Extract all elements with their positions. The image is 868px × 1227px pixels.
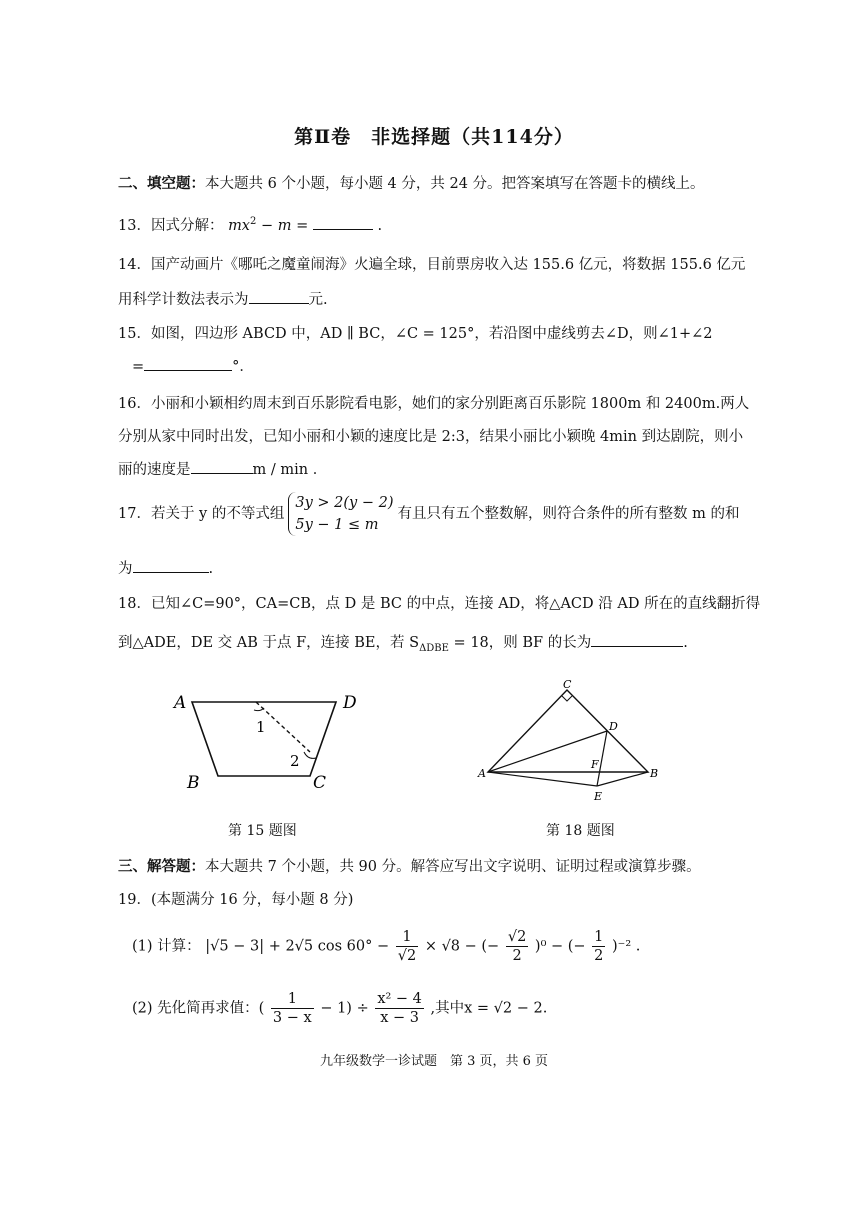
q17-post: 有且只有五个整数解，则符合条件的所有整数 m 的和 [397,506,740,522]
q15-answer-blank[interactable] [144,356,232,371]
q18-line2b: = 18，则 BF 的长为 [448,635,592,651]
q16-line2: 分别从家中同时出发，已知小丽和小颖的速度比是 2:3，结果小丽比小颖晚 4min 到达剧院，则小 [118,429,744,445]
fig18-right-angle-mark [562,696,572,701]
q19-p2-frac1-num: 1 [271,990,314,1009]
q14-line1: 国产动画片《哪吒之魔童闹海》火遍全球，目前票房收入达 155.6 亿元，将数据 155.6 亿元 [150,257,746,273]
question-18-line1 [118,592,760,613]
question-15-line1 [118,322,713,343]
q19-p2-b: ,其中x = √2 − 2. [430,1000,548,1017]
section3-line [118,855,701,876]
question-14-line1 [118,253,745,274]
q16-answer-blank[interactable] [191,459,253,474]
section2-desc: 本大题共 6 个小题，每小题 4 分，共 24 分。把答案填写在答题卡的横线上。 [205,176,705,192]
q17-number: 17． [118,506,151,522]
q19-p1-d: )⁻² . [612,938,641,955]
q15-line2b: °． [232,359,254,375]
q19-p1-frac3 [592,928,605,965]
q17-pre: 若关于 y 的不等式组 [150,506,285,522]
q16-line3b: m / min ． [252,462,328,478]
q18-answer-blank[interactable] [591,632,683,647]
fig18-segment-ad [488,731,607,772]
section3-heading: 三、解答题： [118,858,205,875]
figure-18 [470,676,680,806]
q19-p2-frac1-den: 3 − x [272,1010,312,1026]
section3-desc: 本大题共 7 个小题，共 90 分。解答应写出文字说明、证明过程或演算步骤。 [205,859,701,875]
q19-p1-frac1-num: 1 [396,928,418,947]
q18-line2a: 到△ADE，DE 交 AB 于点 F，连接 BE，若 S [118,635,420,651]
question-16-line3 [118,458,327,479]
q13-number: 13． [118,218,151,234]
q19-p1-c: )⁰ − (− [534,938,586,955]
fig18-label-c: C [563,678,572,691]
question-13 [118,214,382,235]
q14-line2a: 用科学计数法表示为 [118,292,249,308]
fig15-label-a: A [174,693,187,713]
q19-p2-frac2 [375,990,424,1027]
q13-expr-sup: 2 [250,216,257,228]
question-17-line1 [118,492,739,536]
fig15-trapezoid [192,702,336,776]
q19-p2-a: − 1) ÷ [320,1000,369,1017]
fig15-label-2: 2 [290,752,300,770]
q19-p1-frac1-den: √2 [397,948,417,964]
q15-line1: 如图，四边形 ABCD 中，AD ∥ BC，∠C = 125°，若沿图中虚线剪去∠D，则∠1+∠2 [150,326,713,342]
q16-number: 16． [118,396,151,412]
q18-line1: 已知∠C=90°，CA=CB，点 D 是 BC 的中点，连接 AD，将△ACD 沿 AD 所在的直线翻折得 [150,596,761,612]
fig15-label-d: D [343,693,357,713]
q19-p1-frac2 [506,928,528,965]
question-16-line2 [118,425,743,446]
q13-answer-blank[interactable] [313,215,373,230]
fig18-caption: 第 18 题图 [546,823,615,839]
q14-answer-blank[interactable] [249,289,309,304]
q19-p2-label: (2) 先化简再求值：( [132,1000,265,1017]
q17-ineq2: 5y − 1 ≤ m [295,517,379,533]
q19-p1-b: × √8 − (− [424,938,500,955]
fig15-label-c: C [313,773,327,793]
q13-expr-b: − m = [256,218,313,234]
fig18-label-b: B [650,767,659,780]
q19-p1-frac1 [396,928,418,965]
section2-heading: 二、填空题： [118,175,205,192]
question-15-line2 [132,355,254,376]
figure-15 [160,680,380,800]
q18-line2c: . [683,635,688,651]
q19-p1-frac3-num: 1 [594,929,604,945]
fig18-label-e: E [594,790,603,803]
fig15-angle2-arc [304,752,316,758]
q18-line2-sub: ΔDBE [419,642,449,654]
q13-end: . [377,218,383,234]
fig18-triangle-acb [488,690,648,772]
section-title: 第Ⅱ卷 非选择题（共114分） [294,126,574,148]
q19-p1-frac2-num: √2 [507,929,527,945]
q18-number: 18． [118,596,151,612]
q19-p2-frac2-den: x − 3 [380,1010,420,1026]
q17-answer-blank[interactable] [133,558,209,573]
q15-number: 15． [118,326,151,342]
q19-p1-label: (1) 计算： [132,938,201,955]
question-16-line1 [118,392,749,413]
q19-p2-frac1 [271,990,314,1027]
q17-ineq1: 3y > 2(y − 2) [295,495,394,511]
q15-line2a: = [132,359,145,375]
q19-p1-frac3-den: 2 [594,948,604,964]
fig18-segment-be [597,772,648,786]
q14-number: 14． [118,257,151,273]
question-14-line2 [118,288,328,309]
q16-line1: 小丽和小颖相约周末到百乐影院看电影，她们的家分别距离百乐影院 1800m 和 2400m.两人 [150,396,750,412]
fig18-segment-ae [488,772,597,786]
fig15-caption: 第 15 题图 [228,823,297,839]
q13-text: 因式分解： [150,218,224,234]
q19-p2-frac2-num: x² − 4 [377,991,422,1007]
fig18-label-d: D [609,720,618,733]
q14-line2b: 元. [308,292,328,308]
question-19-part2 [132,990,547,1027]
section2-line [118,172,705,193]
q16-line3a: 丽的速度是 [118,462,191,478]
question-19-part1 [132,928,640,965]
q17-line2b: . [208,561,214,577]
q17-line2a: 为 [118,561,133,577]
page-footer: 九年级数学一诊试题 第 3 页，共 6 页 [319,1054,549,1069]
question-18-line2 [118,631,688,654]
q13-expr-a: mx [228,218,250,234]
fig18-label-f: F [591,758,599,771]
fig18-label-a: A [478,767,486,780]
fig15-label-1: 1 [256,718,266,736]
q19-p1-a: |√5 − 3| + 2√5 cos 60° − [205,938,390,955]
question-17-line2 [118,557,213,578]
fig15-label-b: B [187,773,200,793]
question-19-header: 19．(本题满分 16 分，每小题 8 分) [118,892,354,908]
q17-inequality-system [288,492,393,536]
q19-p1-frac2-den: 2 [512,948,522,964]
